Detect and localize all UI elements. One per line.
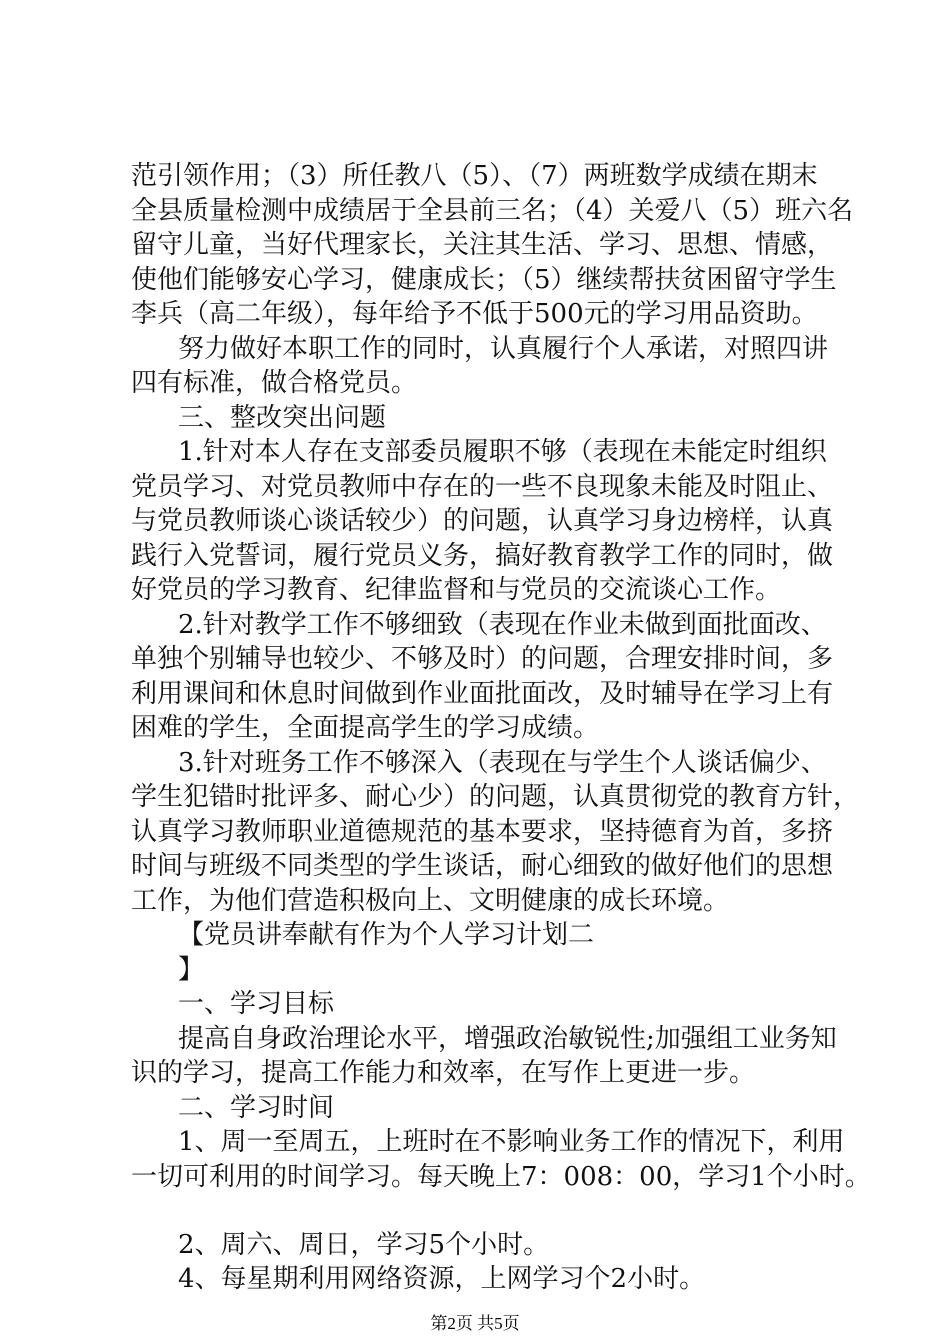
section-heading: 二、学习时间 [178,1093,335,1123]
text-line: 全县质量检测中成绩居于全县前三名；（4）关爱八（5）班六名 [131,196,854,226]
text-line: 践行入党誓词，履行党员义务，搞好教育教学工作的同时，做 [131,541,834,571]
page-number: 第2页 共5页 [430,1314,520,1333]
text-line: 学生犯错时批评多、耐心少）的问题，认真贯彻党的教育方针， [131,782,860,812]
text-line: 3.针对班务工作不够深入（表现在与学生个人谈话偏少、 [178,748,827,778]
text-line: 李兵（高二年级），每年给予不低于500元的学习用品资助。 [131,299,818,329]
text-line: 2、周六、周日，学习5个小时。 [178,1230,550,1260]
text-line: 一切可利用的时间学习。每天晚上7：008：00，学习1个小时。 [131,1162,871,1192]
text-line: 困难的学生，全面提高学生的学习成绩。 [131,713,600,743]
text-line: 1、周一至周五，上班时在不影响业务工作的情况下，利用 [178,1127,845,1157]
text-line: 利用课间和休息时间做到作业面批面改，及时辅导在学习上有 [131,679,834,709]
text-line: 好党员的学习教育、纪律监督和与党员的交流谈心工作。 [131,575,782,605]
text-line: 留守儿童，当好代理家长，关注其生活、学习、思想、情感， [131,230,834,260]
section-heading: 一、学习目标 [178,989,335,1019]
text-line: 党员学习、对党员教师中存在的一些不良现象未能及时阻止、 [131,472,834,502]
text-line: 提高自身政治理论水平，增强政治敏锐性;加强组工业务知 [178,1024,837,1054]
text-line: 认真学习教师职业道德规范的基本要求，坚持德育为首，多挤 [131,817,834,847]
text-line: 努力做好本职工作的同时，认真履行个人承诺，对照四讲 [178,334,829,364]
text-line: 识的学习，提高工作能力和效率，在写作上更进一步。 [131,1058,756,1088]
text-line: 2.针对教学工作不够细致（表现在作业未做到面批面改、 [178,610,827,640]
text-line: 1.针对本人存在支部委员履职不够（表现在未能定时组织 [178,437,827,467]
text-line: 范引领作用；（3）所任教八（5）、（7）两班数学成绩在期末 [131,161,818,191]
text-line: 四有标准，做合格党员。 [131,368,418,398]
text-line: 4、每星期利用网络资源，上网学习个2小时。 [178,1264,706,1294]
document-title-close: 】 [178,955,205,985]
document-title: 【党员讲奉献有作为个人学习计划二 [178,920,595,950]
text-line: 工作，为他们营造积极向上、文明健康的成长环境。 [131,886,730,916]
text-line: 时间与班级不同类型的学生谈话，耐心细致的做好他们的思想 [131,851,834,881]
section-heading: 三、整改突出问题 [178,403,387,433]
text-line: 单独个别辅导也较少、不够及时）的问题，合理安排时间，多 [131,644,834,674]
text-line: 使他们能够安心学习，健康成长；（5）继续帮扶贫困留守学生 [131,265,837,295]
text-line: 与党员教师谈心谈话较少）的问题，认真学习身边榜样，认真 [131,506,834,536]
